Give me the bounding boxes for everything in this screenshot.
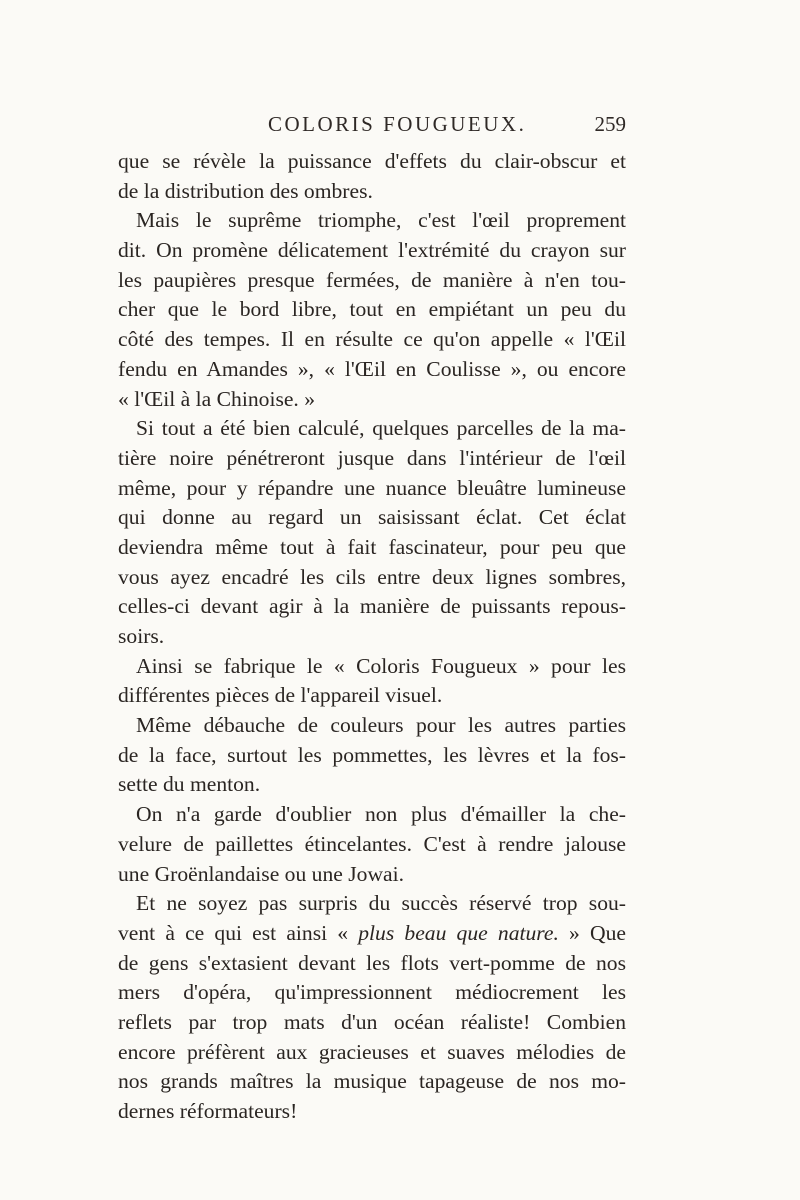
text-line: dit. On promène délicatement l'extrémité du crayon sur: [118, 238, 626, 263]
body-text: [118, 147, 626, 1127]
text-line: « l'Œil à la Chinoise. »: [118, 386, 316, 411]
text-line: mers d'opéra, qu'impressionnent médiocrement les: [118, 980, 626, 1005]
text-line: Ainsi se fabrique le « Coloris Fougueux » pour les: [136, 653, 626, 678]
text-line: tière noire pénétreront jusque dans l'intérieur de l'œil: [118, 445, 626, 470]
text-line: de gens s'extasient devant les flots vert-pomme de nos: [118, 950, 626, 975]
text-line: les paupières presque fermées, de manière à n'en tou-: [118, 267, 626, 292]
text-line: de la face, surtout les pommettes, les lèvres et la fos-: [118, 742, 626, 767]
text-line: deviendra même tout à fait fascinateur, pour peu que: [118, 534, 626, 559]
text-line: différentes pièces de l'appareil visuel.: [118, 683, 443, 708]
text-line: Mais le suprême triomphe, c'est l'œil proprement: [136, 208, 626, 233]
running-title: COLORIS FOUGUEUX.: [268, 112, 527, 136]
text-line: Et ne soyez pas surpris du succès réservé trop sou-: [136, 891, 626, 916]
text-line: dernes réformateurs!: [118, 1099, 298, 1123]
text-line: velure de paillettes étincelantes. C'est à rendre jalouse: [118, 831, 626, 856]
text-line: soirs.: [118, 624, 165, 648]
text-line: même, pour y répandre une nuance bleuâtre lumineuse: [118, 475, 626, 500]
text-line: reflets par trop mats d'un océan réaliste! Combien: [118, 1009, 626, 1034]
text-line: celles-ci devant agir à la manière de puissants repous-: [118, 594, 626, 619]
text-line: que se révèle la puissance d'effets du clair-obscur et: [118, 149, 626, 173]
running-header: [118, 112, 626, 142]
italic-phrase: plus beau que nature.: [358, 920, 559, 945]
text-line: encore préfèrent aux gracieuses et suaves mélodies de: [118, 1039, 626, 1064]
text-segment: » Que: [558, 920, 626, 945]
page-number: 259: [594, 112, 626, 136]
text-segment: vent à ce qui est ainsi «: [118, 920, 359, 945]
text-line: fendu en Amandes », « l'Œil en Coulisse », ou encore: [118, 356, 626, 381]
text-line: côté des tempes. Il en résulte ce qu'on appelle « l'Œil: [118, 327, 626, 352]
text-line: cher que le bord libre, tout en empiétant un peu du: [118, 297, 626, 322]
text-line: Même débauche de couleurs pour les autres parties: [136, 713, 626, 738]
text-line: sette du menton.: [118, 772, 261, 797]
text-line: de la distribution des ombres.: [118, 178, 373, 203]
text-line: vous ayez encadré les cils entre deux lignes sombres,: [118, 564, 626, 589]
text-line: Si tout a été bien calculé, quelques parcelles de la ma-: [136, 416, 626, 441]
text-line: nos grands maîtres la musique tapageuse de nos mo-: [118, 1069, 626, 1094]
text-line: On n'a garde d'oublier non plus d'émailler la che-: [136, 802, 626, 827]
text-line: qui donne au regard un saisissant éclat. Cet éclat: [118, 505, 626, 530]
text-line-with-italic: [118, 919, 626, 949]
text-line: une Groënlandaise ou une Jowai.: [118, 861, 405, 886]
